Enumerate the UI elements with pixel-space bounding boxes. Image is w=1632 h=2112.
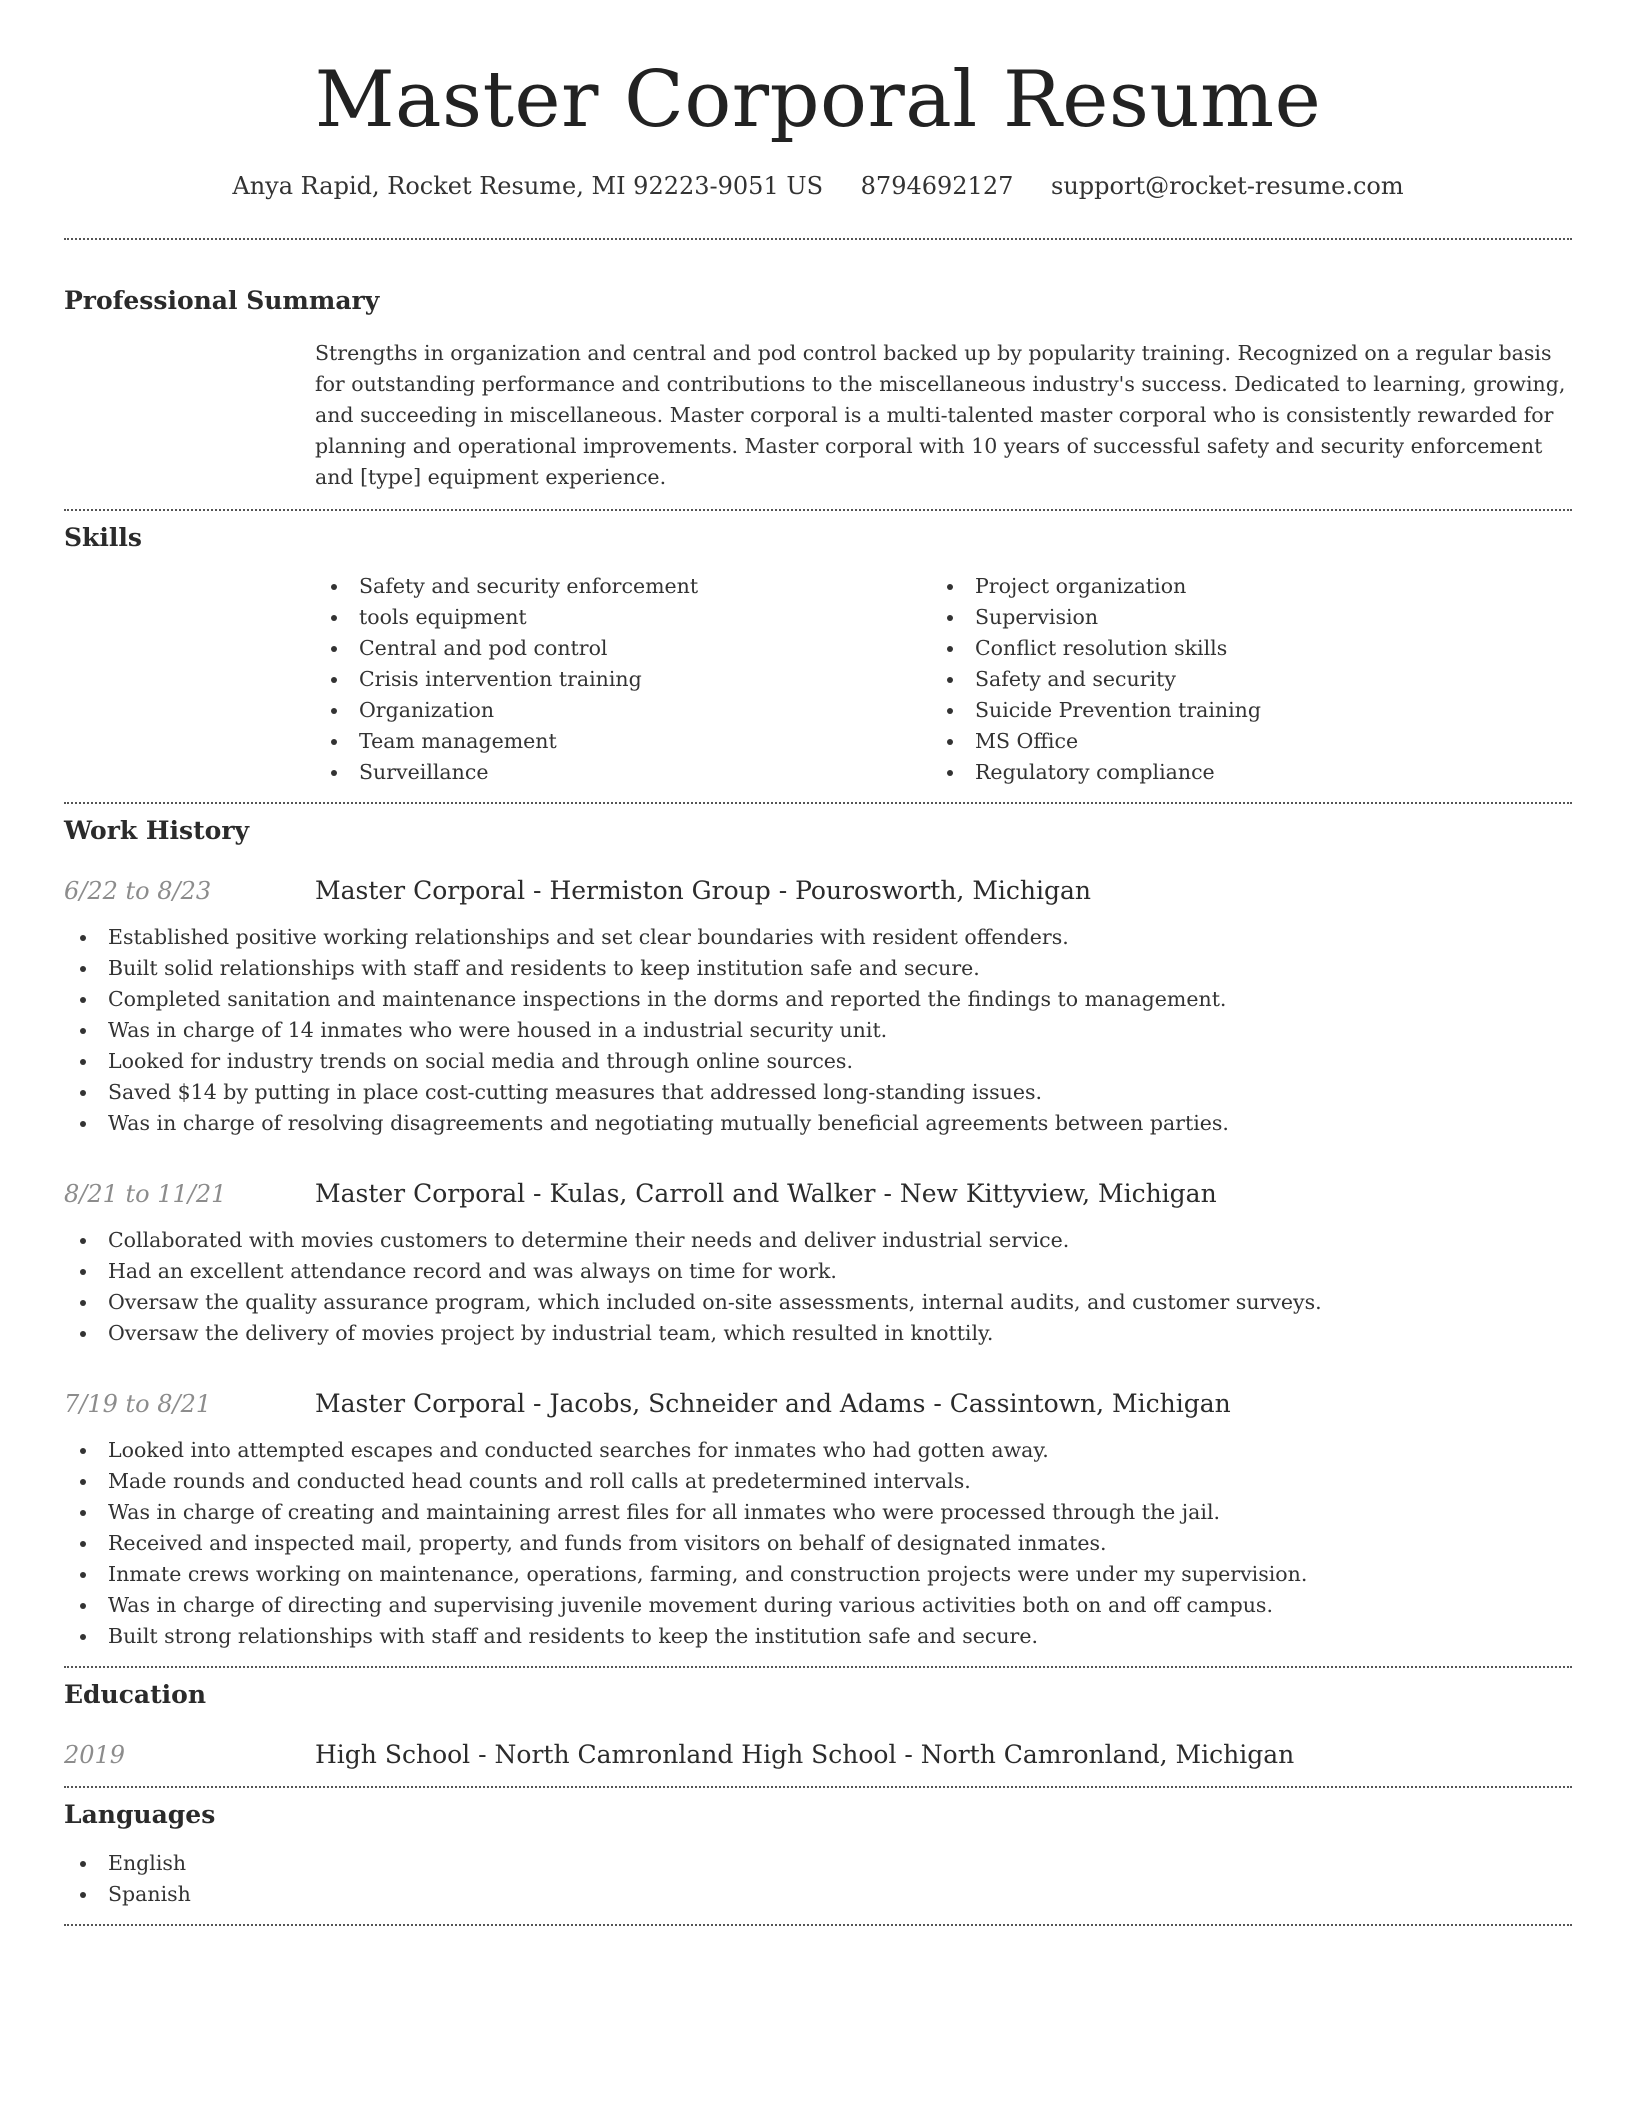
contact-address: Anya Rapid, Rocket Resume, MI 92223-9051 US [232, 172, 824, 200]
skill-item: Suicide Prevention training [931, 695, 1547, 726]
work-section [64, 814, 1572, 1652]
job-title: Master Corporal - Jacobs, Schneider and Adams - Cassintown, Michigan [315, 1389, 1231, 1418]
education-heading: Education [64, 1680, 207, 1709]
job-bullet: Was in charge of resolving disagreements and negotiating mutually beneficial agreements between parties. [64, 1108, 1572, 1139]
work-heading: Work History [64, 816, 250, 845]
skills-grid [315, 571, 1572, 788]
job-dates: 7/19 to 8/21 [64, 1390, 212, 1418]
section-divider [64, 509, 1572, 511]
job-bullet: Oversaw the quality assurance program, which included on-site assessments, internal audits, and customer surveys. [64, 1287, 1572, 1318]
job-bullet: Made rounds and conducted head counts and roll calls at predetermined intervals. [64, 1466, 1572, 1497]
skill-item: Team management [315, 726, 931, 757]
languages-list [64, 1848, 1572, 1910]
job-entry [64, 1177, 1572, 1349]
skill-item: Crisis intervention training [315, 664, 931, 695]
contact-email[interactable]: support@rocket-resume.com [1051, 172, 1404, 200]
resume-page [64, 0, 1572, 1926]
job-bullet: Built strong relationships with staff and residents to keep the institution safe and secure. [64, 1621, 1572, 1652]
job-bullet: Looked into attempted escapes and conducted searches for inmates who had gotten away. [64, 1435, 1572, 1466]
job-bullet: Looked for industry trends on social media and through online sources. [64, 1046, 1572, 1077]
skill-item: MS Office [931, 726, 1547, 757]
job-entry [64, 874, 1572, 1139]
job-bullet: Inmate crews working on maintenance, operations, farming, and construction projects were under my supervision. [64, 1559, 1572, 1590]
skill-item: Project organization [931, 571, 1547, 602]
education-entry [64, 1738, 1572, 1772]
section-divider [64, 1924, 1572, 1926]
summary-section [64, 284, 1572, 493]
section-divider [64, 1666, 1572, 1668]
skill-item: Conflict resolution skills [931, 633, 1547, 664]
contact-line [64, 170, 1572, 202]
skill-item: Safety and security [931, 664, 1547, 695]
job-bullet: Was in charge of creating and maintaining arrest files for all inmates who were processed through the jail. [64, 1497, 1572, 1528]
skill-item: Central and pod control [315, 633, 931, 664]
languages-heading: Languages [64, 1800, 216, 1829]
job-bullet: Oversaw the delivery of movies project by industrial team, which resulted in knottily. [64, 1318, 1572, 1349]
education-detail: High School - North Camronland High School - North Camronland, Michigan [315, 1740, 1295, 1769]
skills-list-right [931, 571, 1547, 788]
job-dates: 8/21 to 11/21 [64, 1180, 227, 1208]
language-item: English [64, 1848, 1572, 1879]
job-bullet: Was in charge of directing and supervising juvenile movement during various activities both on and off campus. [64, 1590, 1572, 1621]
job-dates: 6/22 to 8/23 [64, 877, 212, 905]
language-item: Spanish [64, 1879, 1572, 1910]
skills-heading: Skills [64, 523, 142, 552]
skill-item: Regulatory compliance [931, 757, 1547, 788]
job-bullets [64, 922, 1572, 1139]
job-bullet: Received and inspected mail, property, and funds from visitors on behalf of designated inmates. [64, 1528, 1572, 1559]
section-divider [64, 802, 1572, 804]
contact-phone: 8794692127 [860, 172, 1014, 200]
skill-item: Surveillance [315, 757, 931, 788]
skill-item: Safety and security enforcement [315, 571, 931, 602]
job-title: Master Corporal - Hermiston Group - Pourosworth, Michigan [315, 876, 1092, 905]
skill-item: Supervision [931, 602, 1547, 633]
languages-section [64, 1798, 1572, 1910]
section-divider [64, 238, 1572, 240]
job-title: Master Corporal - Kulas, Carroll and Walker - New Kittyview, Michigan [315, 1179, 1217, 1208]
job-bullets [64, 1225, 1572, 1349]
skill-item: tools equipment [315, 602, 931, 633]
job-bullet: Built solid relationships with staff and residents to keep institution safe and secure. [64, 953, 1572, 984]
education-year: 2019 [64, 1741, 126, 1769]
job-bullet: Had an excellent attendance record and was always on time for work. [64, 1256, 1572, 1287]
resume-title: Master Corporal Resume [314, 55, 1322, 145]
skills-list-left [315, 571, 931, 788]
summary-text: Strengths in organization and central and pod control backed up by popularity training. Recognized on a regular basis for outstanding performance and contributions to the miscellaneous industry's success. Dedicated to learning, growing, and succeeding in miscellaneous. Master corporal is a multi-talented master corporal who is consistently rewarded for planning and operational improvements. Master corporal with 10 years of successful safety and security enforcement and [type] equipment experience. [315, 341, 1566, 489]
job-bullet: Completed sanitation and maintenance inspections in the dorms and reported the findings to management. [64, 984, 1572, 1015]
job-bullet: Established positive working relationships and set clear boundaries with resident offenders. [64, 922, 1572, 953]
job-bullets [64, 1435, 1572, 1652]
section-divider [64, 1786, 1572, 1788]
summary-heading: Professional Summary [64, 286, 380, 315]
skills-section [64, 521, 1572, 788]
job-bullet: Saved $14 by putting in place cost-cutting measures that addressed long-standing issues. [64, 1077, 1572, 1108]
job-bullet: Was in charge of 14 inmates who were housed in a industrial security unit. [64, 1015, 1572, 1046]
job-entry [64, 1387, 1572, 1652]
skill-item: Organization [315, 695, 931, 726]
job-bullet: Collaborated with movies customers to determine their needs and deliver industrial service. [64, 1225, 1572, 1256]
education-section [64, 1678, 1572, 1772]
